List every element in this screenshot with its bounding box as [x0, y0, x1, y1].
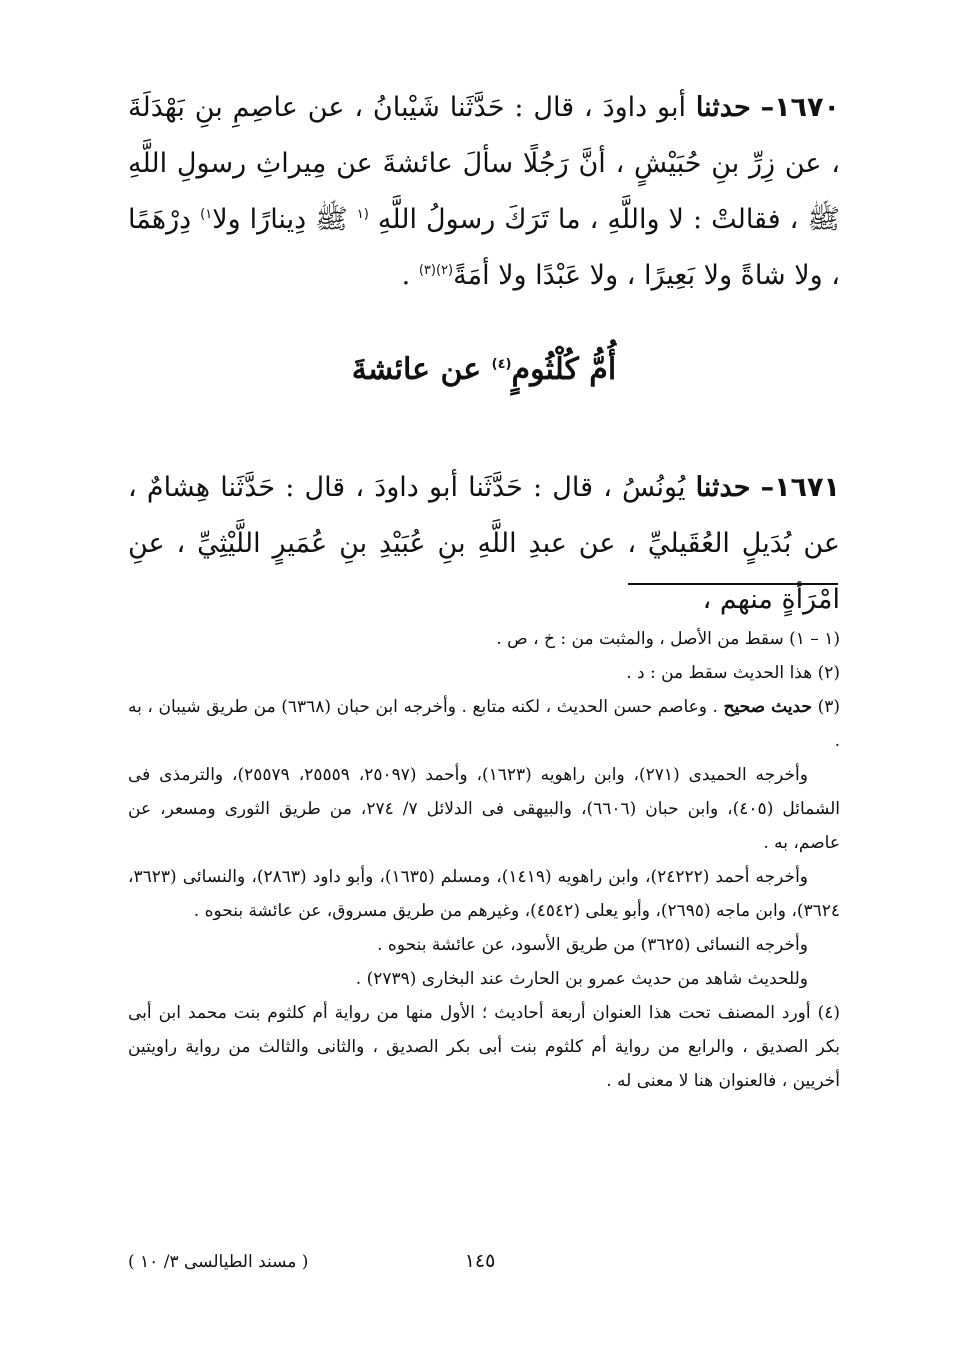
footnote-marker: ١): [200, 207, 213, 222]
footnote-divider: [628, 583, 838, 585]
footnote-marker: (٢)(٣): [418, 263, 454, 278]
footnote-marker: (١: [356, 207, 369, 222]
section-heading: [128, 340, 840, 400]
footnote-3-text: . وعاصم حسن الحديث ، لكنه متابع . وأخرجه ابن حبان (٦٣٦٨) من طريق شيبان ، به .: [128, 697, 840, 751]
footnote-3-para-4: وأخرجه النسائى (٣٦٢٥) من طريق الأسود، عن عائشة بنحوه .: [377, 935, 808, 955]
volume-reference: ( مسند الطيالسى ٣/ ١٠ ): [128, 1252, 309, 1272]
footnote-3-para-3: وأخرجه أحمد (٢٤٢٢٢)، وابن راهويه (١٤١٩)، ومسلم (١٦٣٥)، وأبو داود (٢٨٦٣)، والنسائى (٣٦٢٣، ٣٦٢٤)، وابن ماجه (٢٦٩٥)، وأبو يعلى (٤٥٤٢)، وغيرهم من طريق مسروق، عن عائشة بنحوه .: [128, 867, 840, 921]
footnote-4: (٤) أورد المصنف تحت هذا العنوان أربعة أحاديث ؛ الأول منها من رواية أم كلثوم بنت محمد ابن أبى بكر الصديق ، والرابع من رواية أم كلثوم بنت أبى بكر الصديق ، والثانى والثالث من رواية راويتين أخريين ، فالعنوان هنا لا معنى له .: [128, 1003, 840, 1091]
footnote-3-para-5: وللحديث شاهد من حديث عمرو بن الحارث عند البخارى (٢٧٣٩) .: [355, 969, 808, 989]
footnote-2: (٢) هذا الحديث سقط من : د .: [626, 663, 840, 683]
hadith-1671: [128, 460, 840, 628]
hadith-number: ١٦٧١–: [760, 472, 840, 503]
hadith-number: ١٦٧٠–: [760, 92, 840, 123]
footnotes: [128, 622, 840, 1098]
section-title-name: أُمُّ كُلْثُومٍ: [511, 352, 617, 387]
page-number: ١٤٥: [464, 1250, 496, 1272]
footnote-3-para-2: وأخرجه الحميدى (٢٧١)، وابن راهويه (١٦٢٣)، وأحمد (٢٥٠٩٧، ٢٥٥٥٩، ٢٥٥٧٩)، والترمذى فى الشمائل (٤٠٥)، وابن حبان (٦٦٠٦)، والبيهقى فى الدلائل ٧/ ٢٧٤، من طريق الثورى ومسعر، عن عاصم، به .: [128, 765, 841, 853]
hadith-text: دِرْهَمًا ، ولا شاةً ولا بَعِيرًا ، ولا عَبْدًا ولا أمَةً: [128, 204, 840, 291]
hadith-opening: حدثنا: [695, 472, 751, 503]
hadith-1670: [128, 80, 840, 304]
section-title-rest: عن عائشةَ: [351, 352, 482, 387]
footnote-3-prefix: (٣): [817, 697, 840, 717]
footnote-3: [128, 690, 840, 758]
footnote-1: (١ – ١) سقط من الأصل ، والمثبت من : خ ، ص .: [496, 629, 840, 649]
hadith-text: .: [401, 260, 411, 291]
footnote-marker: (٤): [491, 357, 512, 372]
hadith-opening: حدثنا: [695, 92, 751, 123]
hadith-text: يُونُسُ ، قال : حَدَّثَنا أبو داودَ ، قال : حَدَّثَنا هِشامٌ ، عن بُدَيلٍ العُقَيليِّ ، عن عبدِ اللَّهِ بنِ عُبَيْدِ بنِ عُمَيرٍ اللَّيْثِيِّ ، عنِ امْرَأةٍ منهم ،: [128, 472, 840, 615]
hadith-text: ﷺ دِينارًا ولا: [212, 204, 348, 235]
hadith-text: أبو داودَ ، قال : حَدَّثَنا شَيْبانُ ، عن عاصِمِ بنِ بَهْدَلَةَ ، عن زِرِّ بنِ حُبَيْشٍ ، أنَّ رَجُلًا سألَ عائشةَ عن مِيراثِ رسولِ اللَّهِ ﷺ ، فقالتْ : لا واللَّهِ ، ما تَرَكَ رسولُ اللَّهِ: [128, 92, 840, 235]
footnote-3-grade: حديث صحيح: [723, 697, 812, 717]
